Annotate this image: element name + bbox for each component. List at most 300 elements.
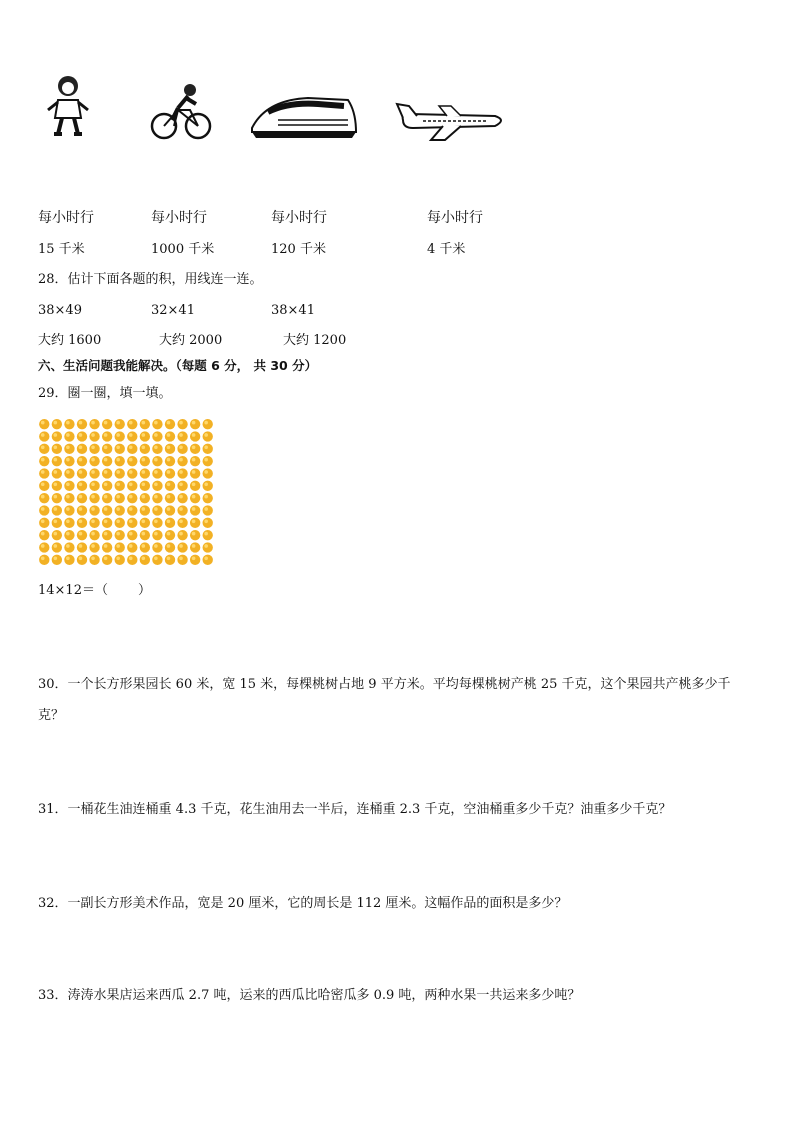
dot-highlight: [154, 556, 158, 560]
dot-highlight: [167, 421, 171, 425]
dot: [165, 542, 175, 552]
dot: [39, 505, 49, 515]
dot-highlight: [154, 519, 158, 523]
dot: [140, 555, 150, 565]
dot: [64, 530, 74, 540]
q31-text: 31．一桶花生油连桶重 4.3 千克，花生油用去一半后，连桶重 2.3 千克，空油桶重多少千克？油重多少千克？: [38, 802, 672, 817]
dot: [203, 456, 213, 466]
dot-highlight: [167, 532, 171, 536]
dot-highlight: [192, 556, 196, 560]
dot: [39, 481, 49, 491]
dot-highlight: [116, 482, 120, 486]
dot-highlight: [129, 470, 133, 474]
dot: [102, 419, 112, 429]
dot: [152, 481, 162, 491]
dot: [39, 431, 49, 441]
dot-highlight: [154, 433, 158, 437]
dot: [165, 505, 175, 515]
dot-highlight: [204, 544, 208, 548]
dot: [127, 456, 137, 466]
dot: [115, 530, 125, 540]
dot-highlight: [204, 532, 208, 536]
dot-highlight: [154, 458, 158, 462]
dot-highlight: [41, 544, 45, 548]
dot-highlight: [53, 445, 57, 449]
dot: [165, 555, 175, 565]
dot: [140, 518, 150, 528]
dot: [115, 518, 125, 528]
dot: [115, 456, 125, 466]
dot: [203, 542, 213, 552]
dot-highlight: [66, 544, 70, 548]
dot: [127, 468, 137, 478]
dot-highlight: [154, 544, 158, 548]
speed-label-1: 每小时行: [38, 210, 94, 226]
dot-highlight: [141, 458, 145, 462]
dot-highlight: [53, 421, 57, 425]
dot-highlight: [141, 507, 145, 511]
dot-highlight: [91, 519, 95, 523]
dot: [52, 505, 62, 515]
dot: [102, 542, 112, 552]
dot-highlight: [141, 470, 145, 474]
dot-highlight: [129, 507, 133, 511]
dot: [177, 481, 187, 491]
dot: [89, 468, 99, 478]
dot-highlight: [66, 458, 70, 462]
dot-highlight: [129, 445, 133, 449]
dot-highlight: [141, 495, 145, 499]
dot: [203, 493, 213, 503]
dot-highlight: [192, 532, 196, 536]
dot-highlight: [53, 519, 57, 523]
dot: [89, 431, 99, 441]
dot: [102, 481, 112, 491]
dot: [89, 456, 99, 466]
dot: [165, 481, 175, 491]
dot-highlight: [53, 544, 57, 548]
dot-highlight: [141, 433, 145, 437]
dot: [152, 493, 162, 503]
dot: [177, 468, 187, 478]
dot-highlight: [129, 433, 133, 437]
dot-highlight: [129, 532, 133, 536]
dot: [177, 555, 187, 565]
dot-highlight: [116, 445, 120, 449]
dot-highlight: [167, 495, 171, 499]
dot: [190, 419, 200, 429]
dot: [203, 555, 213, 565]
dot-highlight: [204, 458, 208, 462]
q28-estimate-3: 大约 1200: [283, 333, 347, 348]
dot: [127, 530, 137, 540]
dot: [140, 530, 150, 540]
dot-highlight: [104, 544, 108, 548]
dot: [77, 493, 87, 503]
dot-highlight: [66, 532, 70, 536]
dot: [177, 456, 187, 466]
dot-highlight: [116, 433, 120, 437]
dot: [102, 555, 112, 565]
dot-highlight: [204, 433, 208, 437]
dot: [52, 481, 62, 491]
q28-estimate-2: 大约 2000: [159, 333, 223, 348]
dot: [127, 431, 137, 441]
dot-highlight: [204, 519, 208, 523]
dot-highlight: [104, 445, 108, 449]
dot: [102, 530, 112, 540]
airplane-icon: [395, 100, 509, 142]
dot: [52, 468, 62, 478]
dot-highlight: [116, 470, 120, 474]
q28-expression-1: 38×49: [38, 303, 82, 318]
dot-highlight: [192, 482, 196, 486]
dot: [77, 419, 87, 429]
dot-highlight: [179, 458, 183, 462]
dot-highlight: [141, 445, 145, 449]
dot-highlight: [41, 433, 45, 437]
dot: [140, 481, 150, 491]
dot: [64, 518, 74, 528]
dot-highlight: [66, 445, 70, 449]
dot: [140, 419, 150, 429]
dot: [190, 456, 200, 466]
dot: [39, 444, 49, 454]
dot: [115, 444, 125, 454]
dot-highlight: [53, 470, 57, 474]
dot: [165, 444, 175, 454]
q28-expression-3: 38×41: [271, 303, 315, 318]
dot-highlight: [104, 507, 108, 511]
dot: [203, 530, 213, 540]
dot-highlight: [53, 482, 57, 486]
dot-highlight: [66, 421, 70, 425]
dot: [152, 444, 162, 454]
dot: [177, 493, 187, 503]
dot: [115, 468, 125, 478]
dot-highlight: [129, 544, 133, 548]
dot: [64, 468, 74, 478]
dot-highlight: [79, 445, 83, 449]
q32-text: 32．一副长方形美术作品，宽是 20 厘米，它的周长是 112 厘米。这幅作品的面积是多少？: [38, 896, 568, 911]
dot-highlight: [104, 421, 108, 425]
dot-highlight: [79, 519, 83, 523]
dot-highlight: [104, 495, 108, 499]
dot: [102, 518, 112, 528]
dot-highlight: [91, 458, 95, 462]
dot: [64, 493, 74, 503]
dot-highlight: [91, 445, 95, 449]
dot: [190, 518, 200, 528]
dot: [102, 444, 112, 454]
dot: [177, 518, 187, 528]
dot-highlight: [141, 556, 145, 560]
dot-highlight: [192, 445, 196, 449]
dot: [203, 505, 213, 515]
dot: [190, 530, 200, 540]
q29-equation: [38, 584, 151, 597]
dot-highlight: [41, 519, 45, 523]
dot-highlight: [179, 445, 183, 449]
dot-highlight: [167, 445, 171, 449]
dot-highlight: [66, 495, 70, 499]
dot: [77, 431, 87, 441]
dot-highlight: [179, 495, 183, 499]
dot-highlight: [104, 556, 108, 560]
dot: [127, 444, 137, 454]
dot: [140, 505, 150, 515]
dot-highlight: [167, 519, 171, 523]
dot-highlight: [104, 532, 108, 536]
dot-highlight: [79, 433, 83, 437]
dot-highlight: [53, 458, 57, 462]
dot-highlight: [91, 507, 95, 511]
dot: [39, 493, 49, 503]
dot-highlight: [91, 470, 95, 474]
dot-highlight: [79, 507, 83, 511]
dot-highlight: [66, 556, 70, 560]
dot-highlight: [116, 507, 120, 511]
dot: [77, 530, 87, 540]
dot-highlight: [41, 421, 45, 425]
dot: [39, 468, 49, 478]
dot-highlight: [116, 544, 120, 548]
dot: [52, 555, 62, 565]
dot-highlight: [53, 495, 57, 499]
dot-highlight: [167, 507, 171, 511]
dot: [190, 468, 200, 478]
dot: [89, 493, 99, 503]
dot-grid: [38, 418, 214, 566]
dot-highlight: [141, 421, 145, 425]
dot-highlight: [53, 556, 57, 560]
dot: [89, 505, 99, 515]
dot-highlight: [116, 421, 120, 425]
dot-highlight: [41, 470, 45, 474]
dot: [177, 530, 187, 540]
dot-highlight: [167, 556, 171, 560]
dot: [77, 505, 87, 515]
dot-highlight: [79, 544, 83, 548]
dot-highlight: [192, 544, 196, 548]
dot: [152, 530, 162, 540]
dot-highlight: [104, 519, 108, 523]
dot-highlight: [179, 544, 183, 548]
dot: [77, 456, 87, 466]
dot: [89, 481, 99, 491]
dot-highlight: [154, 532, 158, 536]
dot-highlight: [41, 507, 45, 511]
dot: [102, 431, 112, 441]
dot-highlight: [179, 482, 183, 486]
dot: [77, 468, 87, 478]
dot-highlight: [91, 482, 95, 486]
dot: [64, 505, 74, 515]
dot: [115, 505, 125, 515]
dot: [89, 555, 99, 565]
dot: [127, 518, 137, 528]
dot-highlight: [179, 507, 183, 511]
dot-highlight: [79, 421, 83, 425]
dot: [52, 431, 62, 441]
dot-highlight: [179, 421, 183, 425]
dot-highlight: [104, 458, 108, 462]
dot-highlight: [104, 433, 108, 437]
dot: [89, 444, 99, 454]
dot-highlight: [116, 495, 120, 499]
dot: [152, 468, 162, 478]
dot-highlight: [41, 482, 45, 486]
dot: [102, 493, 112, 503]
dot: [77, 444, 87, 454]
dot: [52, 444, 62, 454]
dot-highlight: [141, 482, 145, 486]
dot: [64, 444, 74, 454]
dot: [127, 481, 137, 491]
dot-highlight: [129, 519, 133, 523]
dot-highlight: [179, 556, 183, 560]
dot-highlight: [104, 482, 108, 486]
dot-highlight: [41, 556, 45, 560]
dot: [52, 518, 62, 528]
dot-highlight: [66, 482, 70, 486]
q28-expression-2: 32×41: [151, 303, 195, 318]
dot-highlight: [167, 470, 171, 474]
dot-highlight: [204, 421, 208, 425]
dot: [165, 493, 175, 503]
dot: [140, 468, 150, 478]
dot-highlight: [192, 421, 196, 425]
dot-highlight: [91, 421, 95, 425]
dot: [89, 542, 99, 552]
speed-value-1: 15 千米: [38, 242, 85, 257]
dot: [165, 468, 175, 478]
dot-highlight: [91, 544, 95, 548]
dot: [64, 542, 74, 552]
dot: [77, 542, 87, 552]
dot-highlight: [41, 445, 45, 449]
dot-highlight: [154, 421, 158, 425]
dot: [203, 481, 213, 491]
dot: [203, 518, 213, 528]
dot-highlight: [79, 495, 83, 499]
dot-highlight: [154, 495, 158, 499]
dot-highlight: [104, 470, 108, 474]
dot-highlight: [167, 458, 171, 462]
dot-highlight: [204, 556, 208, 560]
dot-highlight: [192, 495, 196, 499]
dot-highlight: [167, 544, 171, 548]
dot-highlight: [141, 519, 145, 523]
dot-highlight: [204, 495, 208, 499]
dot-highlight: [66, 433, 70, 437]
dot-highlight: [53, 532, 57, 536]
dot: [127, 542, 137, 552]
speed-value-4: 4 千米: [427, 242, 466, 257]
q28-estimate-1: 大约 1600: [38, 333, 102, 348]
dot: [52, 419, 62, 429]
dot-highlight: [179, 532, 183, 536]
dot-highlight: [154, 482, 158, 486]
dot: [127, 505, 137, 515]
dot: [115, 493, 125, 503]
dot: [39, 530, 49, 540]
dot-highlight: [91, 556, 95, 560]
dot: [140, 493, 150, 503]
cyclist-icon: [150, 80, 212, 142]
dot-highlight: [154, 445, 158, 449]
dot: [89, 518, 99, 528]
dot-highlight: [66, 519, 70, 523]
dot: [127, 419, 137, 429]
dot: [152, 505, 162, 515]
dot-highlight: [116, 556, 120, 560]
dot-highlight: [167, 482, 171, 486]
dot: [177, 431, 187, 441]
dot: [140, 444, 150, 454]
speed-value-3: 120 千米: [271, 242, 326, 257]
dot-highlight: [167, 433, 171, 437]
dot: [115, 481, 125, 491]
q30-text-line1: 30．一个长方形果园长 60 米，宽 15 米，每棵桃树占地 9 平方米。平均每棵桃树产桃 25 千克，这个果园共产桃多少千: [38, 677, 731, 692]
dot: [152, 419, 162, 429]
dot: [52, 530, 62, 540]
dot: [52, 493, 62, 503]
q29-title: 29．圈一圈，填一填。: [38, 386, 172, 401]
dot: [190, 505, 200, 515]
dot-highlight: [192, 433, 196, 437]
dot: [115, 555, 125, 565]
dot-highlight: [192, 519, 196, 523]
dot-highlight: [41, 532, 45, 536]
dot: [203, 444, 213, 454]
dot: [190, 555, 200, 565]
dot: [115, 431, 125, 441]
dot: [177, 505, 187, 515]
dot: [64, 419, 74, 429]
dot: [102, 468, 112, 478]
dot-highlight: [141, 532, 145, 536]
dot: [152, 555, 162, 565]
dot: [64, 481, 74, 491]
dot: [127, 555, 137, 565]
q33-text: 33．涛涛水果店运来西瓜 2.7 吨，运来的西瓜比哈密瓜多 0.9 吨，两种水果一共运来多少吨？: [38, 988, 581, 1003]
dot: [39, 555, 49, 565]
dot: [89, 419, 99, 429]
person-walking-icon: [44, 72, 92, 138]
dot: [39, 518, 49, 528]
dot-highlight: [129, 421, 133, 425]
dot: [165, 419, 175, 429]
q29-equation-left: 14×12＝（: [38, 583, 108, 598]
dot-highlight: [192, 470, 196, 474]
q29-close-paren: ）: [137, 583, 151, 598]
dot-highlight: [204, 507, 208, 511]
dot-highlight: [116, 519, 120, 523]
speed-label-2: 每小时行: [151, 210, 207, 226]
dot: [140, 456, 150, 466]
dot-highlight: [91, 495, 95, 499]
dot: [102, 505, 112, 515]
dot: [203, 431, 213, 441]
dot: [190, 542, 200, 552]
dot-highlight: [79, 532, 83, 536]
dot: [115, 542, 125, 552]
dot: [152, 518, 162, 528]
dot-highlight: [179, 470, 183, 474]
dot: [190, 431, 200, 441]
dot-highlight: [129, 482, 133, 486]
